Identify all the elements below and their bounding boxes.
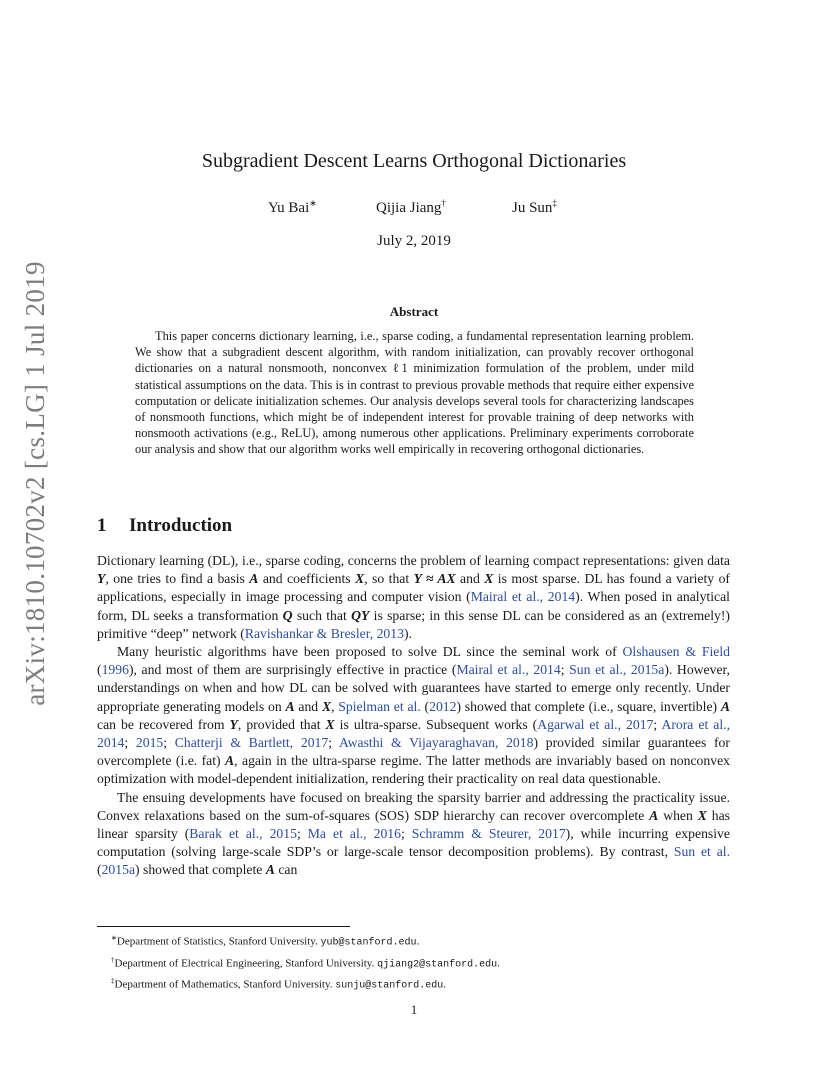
- text-run: ,: [331, 698, 339, 714]
- footnote-end: .: [443, 978, 447, 991]
- citation-link[interactable]: Barak et al., 2015: [189, 826, 297, 842]
- citation-link[interactable]: Mairal et al., 2014: [456, 662, 561, 678]
- author-2: [376, 198, 446, 217]
- text-run: (: [97, 862, 102, 878]
- footnote-mark: †: [111, 955, 115, 964]
- author-mark: ‡: [552, 198, 557, 208]
- text-run: ;: [400, 826, 412, 842]
- math-symbol: QY: [351, 607, 370, 623]
- footnote-email[interactable]: sunju@stanford.edu: [335, 980, 444, 992]
- text-run: ). However, understandings on when and how DL can be solved with guarantees have started to emerge only recently. Under appropriate generating models on: [97, 662, 730, 714]
- math-symbol: A: [720, 698, 731, 714]
- intro-paragraph-2: [97, 643, 730, 789]
- text-run: , provided that: [237, 716, 326, 732]
- math-symbol: A: [249, 571, 259, 587]
- author-mark: ∗: [309, 198, 317, 208]
- paper-title: Subgradient Descent Learns Orthogonal Dictionaries: [201, 150, 627, 172]
- author-list: [0, 198, 828, 220]
- text-run: is most sparse. DL has found a variety of applications, especially in image processing and computer vision (: [97, 571, 730, 605]
- text-run: Dictionary learning (DL), i.e., sparse coding, concerns the problem of learning compact representations: given data: [97, 553, 730, 568]
- citation-link[interactable]: Ma et al., 2016: [307, 826, 401, 842]
- math-symbol: Q: [282, 607, 293, 623]
- arxiv-identifier: arXiv:1810.10702v2 [cs.LG] 1 Jul 2019: [19, 260, 50, 706]
- text-run: and coefficients: [258, 571, 356, 587]
- footnote-1: [111, 930, 711, 952]
- text-run: (: [97, 662, 102, 678]
- text-run: and: [455, 571, 485, 587]
- text-run: ;: [124, 735, 136, 751]
- footnote-email[interactable]: qjiang2@stanford.edu: [377, 959, 498, 971]
- abstract-heading: Abstract: [389, 304, 439, 319]
- footnote-email[interactable]: yub@stanford.edu: [320, 937, 417, 949]
- citation-link[interactable]: Olshausen & Field: [622, 644, 730, 660]
- footnote-2: [111, 952, 711, 974]
- text-run: ;: [653, 716, 662, 732]
- math-symbol: Y ≈ AX: [413, 571, 456, 587]
- text-run: and: [294, 698, 322, 714]
- math-symbol: Y: [229, 716, 238, 732]
- text-run: ) provided similar guarantees for overcomplete (i.e. fat): [97, 735, 730, 769]
- citation-link[interactable]: Ravishankar & Bresler, 2013: [244, 625, 404, 641]
- section-number: 1: [97, 515, 107, 536]
- citation-link[interactable]: Agarwal et al., 2017: [537, 716, 654, 732]
- author-3: [512, 198, 557, 217]
- footnote-end: .: [497, 957, 500, 970]
- text-run: ;: [328, 735, 339, 751]
- section-title: Introduction: [129, 515, 233, 536]
- author-name: Ju Sun: [512, 200, 553, 216]
- citation-link[interactable]: 2012: [429, 698, 457, 714]
- text-run: , again in the ultra-sparse regime. The latter methods are invariably based on nonconvex optimization with model-dependent initialization, rendering their practicality on real data questionable.: [97, 753, 730, 787]
- math-symbol: A: [649, 807, 659, 823]
- citation-link[interactable]: Awasthi & Vijayaraghavan, 2018: [338, 735, 534, 751]
- math-symbol: Y: [97, 571, 106, 587]
- text-run: can be recovered from: [97, 716, 230, 732]
- intro-paragraph-3: [97, 789, 730, 880]
- footnote-mark: ∗: [111, 934, 117, 942]
- text-run: ;: [163, 735, 175, 751]
- footnote-text: Department of Mathematics, Stanford University.: [114, 978, 336, 991]
- footnote-3: [111, 973, 711, 995]
- math-symbol: A: [225, 753, 235, 769]
- text-run: ) showed that complete: [135, 862, 266, 878]
- text-run: , one tries to find a basis: [105, 571, 250, 587]
- text-run: Many heuristic algorithms have been proposed to solve DL since the seminal work of: [117, 644, 623, 660]
- text-run: ;: [560, 662, 570, 678]
- footnote-text: Department of Electrical Engineering, Stanford University.: [114, 957, 378, 970]
- math-symbol: A: [265, 862, 275, 878]
- citation-link[interactable]: Sun et al., 2015a: [569, 662, 665, 678]
- section-heading: [97, 515, 232, 537]
- math-symbol: X: [697, 807, 707, 823]
- citation-link[interactable]: Sun et al.: [673, 844, 730, 860]
- text-run: is ultra-sparse. Subsequent works (: [334, 716, 538, 732]
- paper-date: July 2, 2019: [377, 233, 451, 249]
- math-symbol: X: [484, 571, 494, 587]
- intro-body: [97, 552, 730, 880]
- text-run: ), while incurring expensive computation (solving large-scale SDP’s or large-scale tensor decomposition problems). By contrast,: [97, 826, 730, 860]
- footnote-end: .: [416, 935, 420, 948]
- author-mark: †: [441, 198, 446, 208]
- page-number: 1: [410, 1002, 418, 1017]
- citation-link[interactable]: Schramm & Steurer, 2017: [411, 826, 566, 842]
- citation-link[interactable]: Mairal et al., 2014: [470, 589, 576, 605]
- author-1: [268, 198, 317, 217]
- citation-link[interactable]: 2015a: [101, 862, 136, 878]
- citation-link[interactable]: Chatterji & Bartlett, 2017: [174, 735, 329, 751]
- math-symbol: X: [325, 716, 335, 732]
- citation-link[interactable]: Spielman et al.: [338, 698, 421, 714]
- text-run: has linear sparsity (: [97, 807, 731, 842]
- text-run: ).: [403, 625, 412, 641]
- footnote-divider: [97, 926, 350, 927]
- author-name: Yu Bai: [268, 200, 310, 216]
- footnote-text: Department of Statistics, Stanford University.: [116, 935, 321, 948]
- text-run: , so that: [364, 571, 414, 587]
- citation-link[interactable]: 2015: [135, 735, 164, 751]
- math-symbol: A: [285, 698, 295, 714]
- footnote-mark: ‡: [111, 977, 115, 986]
- text-run: such that: [292, 607, 352, 623]
- text-run: ), and most of them are surprisingly effective in practice (: [128, 662, 457, 678]
- text-run: is sparse; in this sense DL can be considered as an (extremely!) primitive “deep” network (: [97, 607, 730, 641]
- citation-link[interactable]: Arora et al., 2014: [97, 716, 730, 751]
- text-run: The ensuing developments have focused on breaking the sparsity barrier and addressing the practicality issue. Convex relaxations based on the sum-of-squares (SOS) SDP hierarchy can recover overcomplete: [97, 789, 730, 823]
- footnotes: [111, 930, 711, 995]
- text-run: ). When posed in analytical form, DL seeks a transformation: [97, 589, 730, 623]
- citation-link[interactable]: 1996: [101, 662, 129, 678]
- author-name: Qijia Jiang: [376, 200, 442, 216]
- text-run: when: [658, 807, 698, 823]
- arxiv-sidebar: [18, 260, 52, 706]
- text-run: (: [420, 698, 430, 714]
- text-run: ) showed that complete (i.e., square, invertible): [456, 698, 721, 714]
- text-run: can: [274, 862, 298, 878]
- math-symbol: X: [321, 698, 332, 714]
- text-run: ;: [296, 826, 308, 842]
- math-symbol: X: [355, 571, 365, 587]
- abstract-text: This paper concerns dictionary learning, i.e., sparse coding, a fundamental representation learning problem. We show that a subgradient descent algorithm, with random initialization, can provably recover orthogonal dictionaries on a natural nonsmooth, nonconvex ℓ1 minimization formulation of the problem, under mild statistical assumptions on the data. This is in contrast to previous provable methods that require either expensive computation or delicate initialization schemes. Our analysis develops several tools for characterizing landscapes of nonsmooth functions, which might be of independent interest for provable training of deep networks with nonsmooth activations (e.g., ReLU), among numerous other applications. Preliminary experiments corroborate our analysis and show that our algorithm works well empirically in recovering orthogonal dictionaries.: [135, 329, 694, 457]
- intro-paragraph-1: [97, 552, 730, 643]
